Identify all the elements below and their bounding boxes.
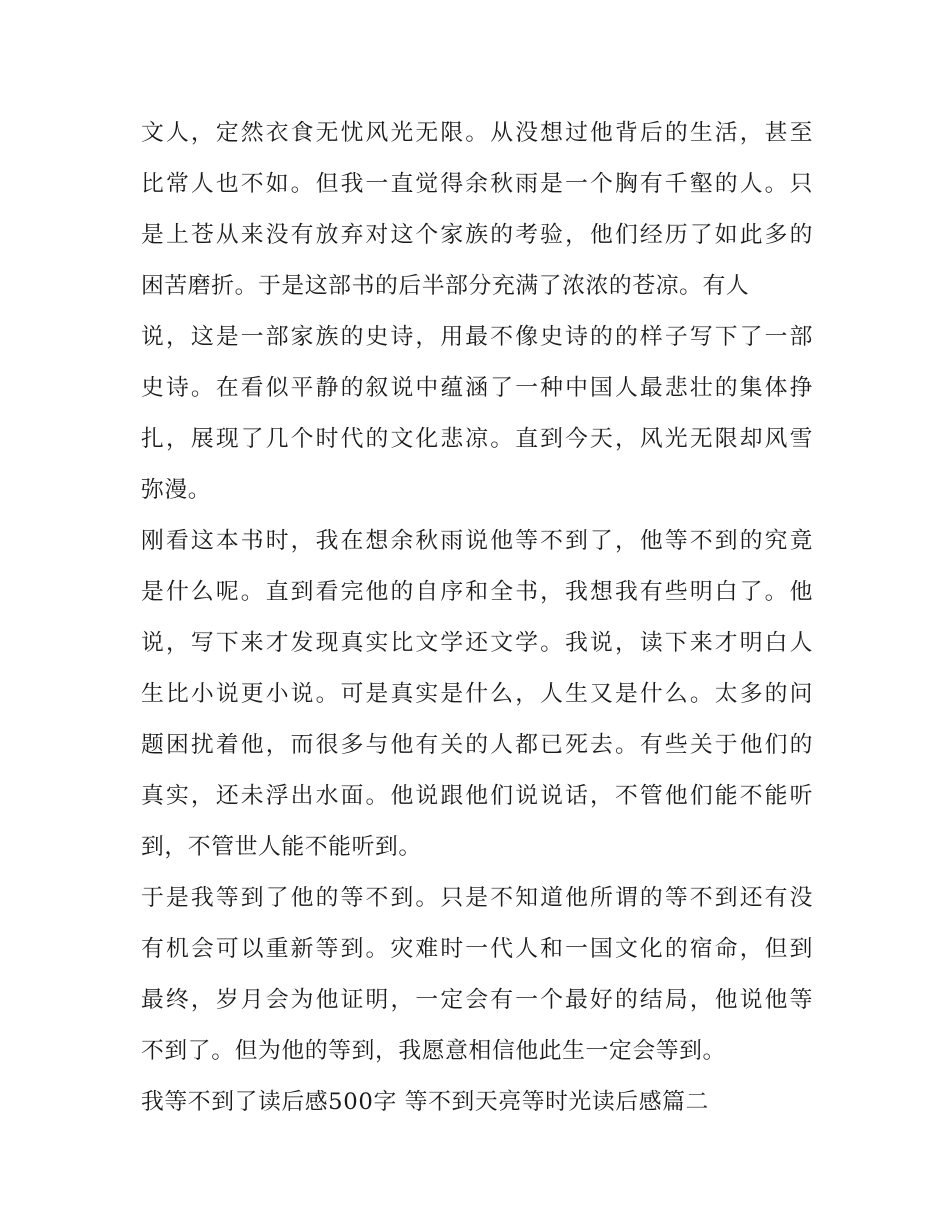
- text-line: 是什么呢。直到看完他的自序和全书，我想我有些明白了。他: [141, 579, 813, 605]
- text-line: 有机会可以重新等到。灾难时一代人和一国文化的宿命，但到: [141, 936, 813, 962]
- text-line: 史诗。在看似平静的叙说中蕴涵了一种中国人最悲壮的集体挣: [141, 375, 813, 401]
- text-line: 于是我等到了他的等不到。只是不知道他所谓的等不到还有没: [141, 885, 813, 911]
- text-line: 说，这是一部家族的史诗，用最不像史诗的的样子写下了一部: [141, 324, 813, 350]
- document-body: [141, 108, 813, 1128]
- section-heading-line: 我等不到了读后感500字 等不到天亮等时光读后感篇二: [141, 1089, 709, 1115]
- text-line: 弥漫。: [141, 477, 212, 503]
- text-line: 扎，展现了几个时代的文化悲凉。直到今天，风光无限却风雪: [141, 426, 813, 452]
- paragraph-4-heading: [141, 1077, 813, 1128]
- text-line: 到，不管世人能不能听到。: [141, 834, 422, 860]
- text-line: 比常人也不如。但我一直觉得余秋雨是一个胸有千壑的人。只: [141, 171, 813, 197]
- text-line: 是上苍从来没有放弃对这个家族的考验，他们经历了如此多的: [141, 222, 813, 248]
- paragraph-2: [141, 516, 813, 873]
- text-line: 生比小说更小说。可是真实是什么，人生又是什么。太多的问: [141, 681, 813, 707]
- paragraph-1: [141, 108, 813, 516]
- text-line: 刚看这本书时，我在想余秋雨说他等不到了，他等不到的究竟: [141, 528, 813, 554]
- text-line: 文人，定然衣食无忧风光无限。从没想过他背后的生活，甚至: [141, 120, 813, 146]
- text-line: 题困扰着他，而很多与他有关的人都已死去。有些关于他们的: [141, 732, 813, 758]
- text-line: 不到了。但为他的等到，我愿意相信他此生一定会等到。: [141, 1038, 726, 1064]
- text-line: 说，写下来才发现真实比文学还文学。我说，读下来才明白人: [141, 630, 813, 656]
- text-line: 真实，还未浮出水面。他说跟他们说说话，不管他们能不能听: [141, 783, 813, 809]
- text-line: 最终，岁月会为他证明，一定会有一个最好的结局，他说他等: [141, 987, 813, 1013]
- paragraph-3: [141, 873, 813, 1077]
- text-line: 困苦磨折。于是这部书的后半部分充满了浓浓的苍凉。有人: [141, 273, 750, 299]
